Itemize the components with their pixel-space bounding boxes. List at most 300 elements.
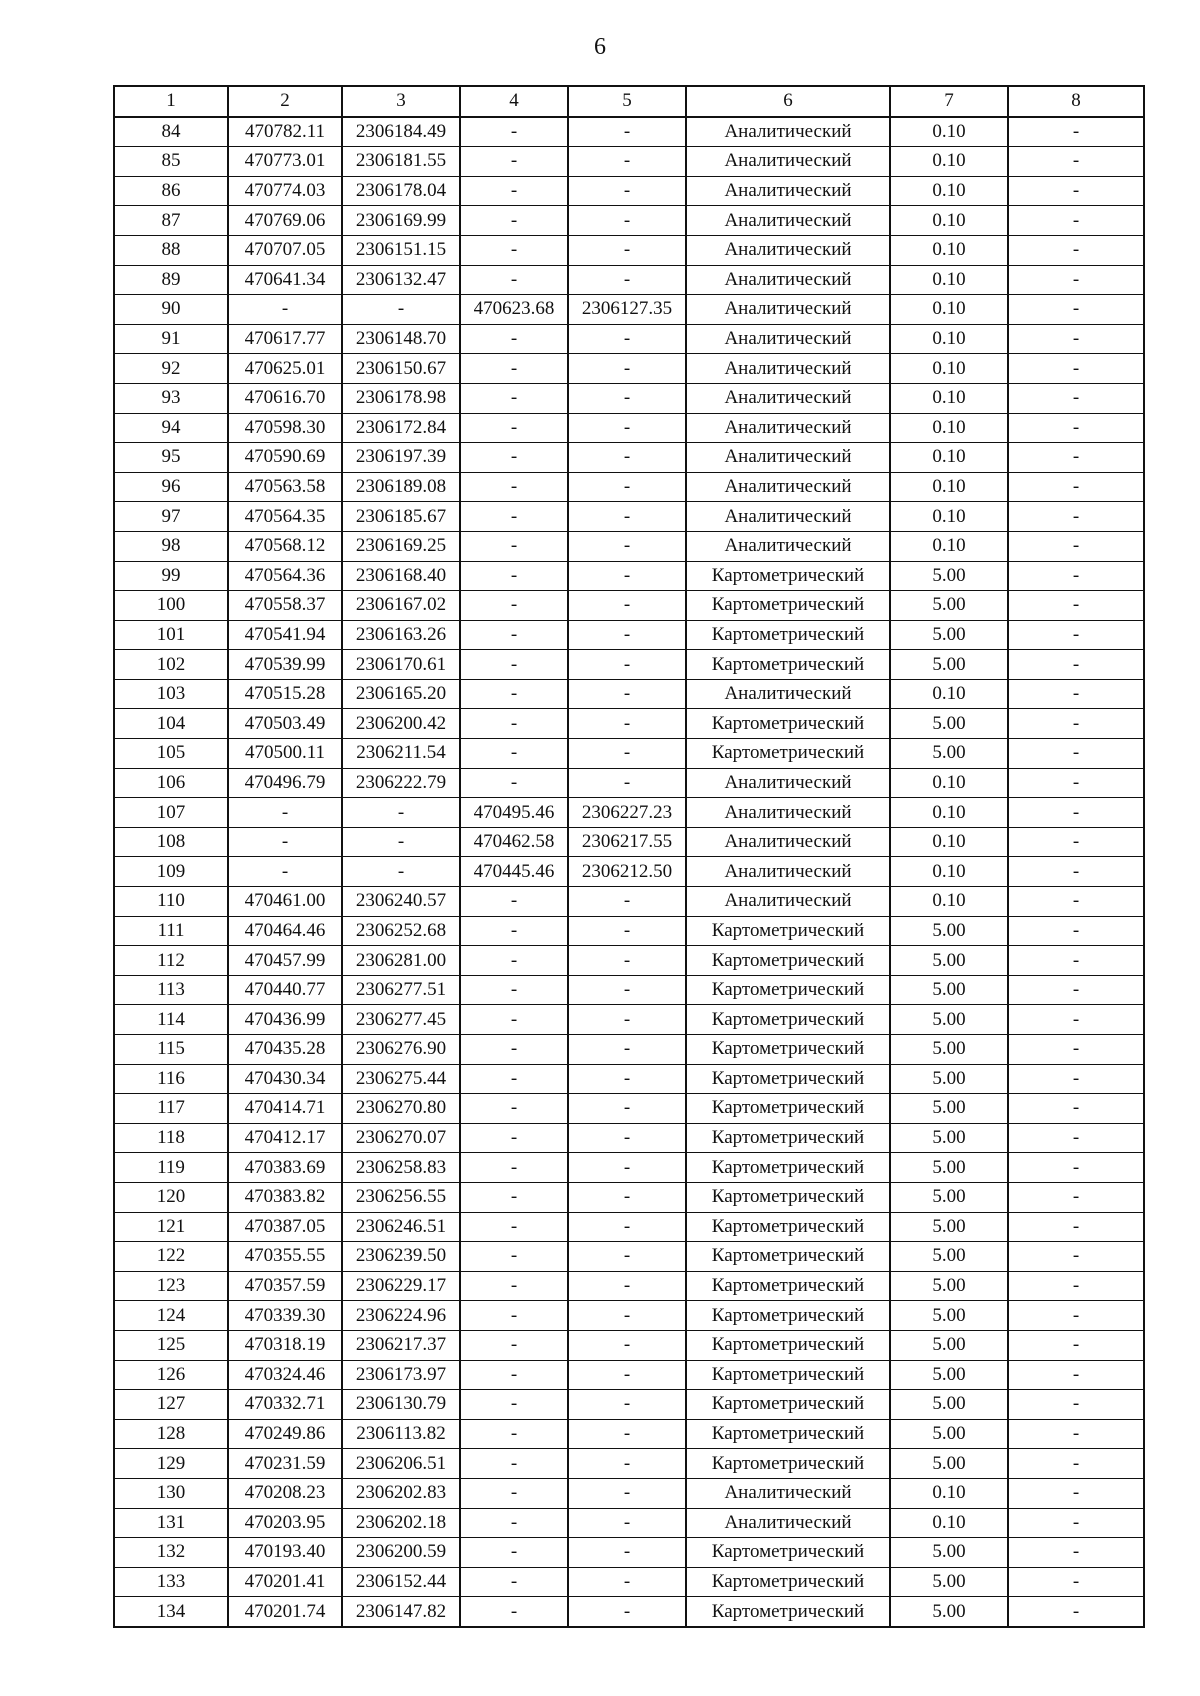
- table-cell: Аналитический: [686, 206, 890, 236]
- table-cell: Аналитический: [686, 413, 890, 443]
- table-cell: 470782.11: [228, 117, 342, 147]
- table-row: [114, 413, 1144, 443]
- table-cell: 2306151.15: [342, 235, 460, 265]
- table-cell: 2306172.84: [342, 413, 460, 443]
- table-cell: 470558.37: [228, 591, 342, 621]
- table-cell: -: [568, 1005, 686, 1035]
- table-cell: -: [1008, 117, 1144, 147]
- table-row: [114, 679, 1144, 709]
- table-row: [114, 827, 1144, 857]
- table-row: [114, 887, 1144, 917]
- table-cell: -: [1008, 176, 1144, 206]
- table-cell: -: [1008, 561, 1144, 591]
- table-cell: -: [568, 472, 686, 502]
- table-cell: 2306127.35: [568, 295, 686, 325]
- table-row: [114, 916, 1144, 946]
- table-cell: 470623.68: [460, 295, 568, 325]
- table-cell: 2306222.79: [342, 768, 460, 798]
- table-cell: 117: [114, 1094, 228, 1124]
- table-cell: 5.00: [890, 1212, 1008, 1242]
- table-cell: Аналитический: [686, 443, 890, 473]
- table-row: [114, 1242, 1144, 1272]
- table-cell: -: [460, 1242, 568, 1272]
- table-row: [114, 1567, 1144, 1597]
- table-cell: -: [568, 117, 686, 147]
- table-cell: -: [460, 650, 568, 680]
- table-cell: -: [1008, 265, 1144, 295]
- table-cell: 470625.01: [228, 354, 342, 384]
- table-cell: -: [568, 591, 686, 621]
- table-cell: Аналитический: [686, 147, 890, 177]
- table-cell: -: [1008, 1182, 1144, 1212]
- table-cell: 2306277.51: [342, 975, 460, 1005]
- table-cell: 5.00: [890, 916, 1008, 946]
- table-cell: 86: [114, 176, 228, 206]
- table-cell: -: [460, 354, 568, 384]
- table-cell: -: [568, 1035, 686, 1065]
- table-cell: 2306152.44: [342, 1567, 460, 1597]
- table-cell: -: [228, 295, 342, 325]
- table-cell: 113: [114, 975, 228, 1005]
- table-cell: -: [460, 117, 568, 147]
- column-header: 4: [460, 86, 568, 117]
- table-cell: -: [460, 916, 568, 946]
- table-cell: 0.10: [890, 354, 1008, 384]
- table-cell: -: [568, 679, 686, 709]
- table-cell: 2306167.02: [342, 591, 460, 621]
- table-cell: 470208.23: [228, 1478, 342, 1508]
- table-cell: 470201.74: [228, 1597, 342, 1627]
- table-cell: 107: [114, 798, 228, 828]
- table-cell: 5.00: [890, 1005, 1008, 1035]
- table-cell: -: [1008, 295, 1144, 325]
- table-cell: Аналитический: [686, 117, 890, 147]
- table-cell: -: [1008, 679, 1144, 709]
- table-cell: -: [568, 1478, 686, 1508]
- table-cell: 2306240.57: [342, 887, 460, 917]
- table-cell: 470500.11: [228, 739, 342, 769]
- table-cell: Картометрический: [686, 1301, 890, 1331]
- table-cell: -: [1008, 798, 1144, 828]
- table-cell: -: [460, 1182, 568, 1212]
- table-cell: -: [1008, 1212, 1144, 1242]
- table-cell: 88: [114, 235, 228, 265]
- table-cell: -: [460, 1360, 568, 1390]
- table-row: [114, 176, 1144, 206]
- table-cell: 121: [114, 1212, 228, 1242]
- table-cell: 0.10: [890, 887, 1008, 917]
- table-cell: 118: [114, 1123, 228, 1153]
- table-cell: -: [568, 916, 686, 946]
- table-row: [114, 235, 1144, 265]
- table-cell: 0.10: [890, 147, 1008, 177]
- table-cell: 101: [114, 620, 228, 650]
- table-cell: 120: [114, 1182, 228, 1212]
- table-cell: 2306178.04: [342, 176, 460, 206]
- table-cell: 130: [114, 1478, 228, 1508]
- table-row: [114, 265, 1144, 295]
- table-cell: Аналитический: [686, 502, 890, 532]
- table-row: [114, 531, 1144, 561]
- table-cell: Картометрический: [686, 1153, 890, 1183]
- table-cell: Аналитический: [686, 827, 890, 857]
- table-cell: -: [460, 147, 568, 177]
- table-row: [114, 561, 1144, 591]
- table-cell: 470563.58: [228, 472, 342, 502]
- table-cell: -: [342, 295, 460, 325]
- table-cell: 470769.06: [228, 206, 342, 236]
- table-cell: 132: [114, 1538, 228, 1568]
- table-cell: 2306212.50: [568, 857, 686, 887]
- table-cell: -: [568, 1271, 686, 1301]
- table-cell: -: [568, 1064, 686, 1094]
- table-cell: -: [568, 235, 686, 265]
- table-cell: 5.00: [890, 1301, 1008, 1331]
- table-cell: 2306211.54: [342, 739, 460, 769]
- table-cell: -: [228, 798, 342, 828]
- table-cell: -: [568, 887, 686, 917]
- table-cell: 470324.46: [228, 1360, 342, 1390]
- table-row: [114, 1419, 1144, 1449]
- table-cell: Аналитический: [686, 235, 890, 265]
- table-cell: -: [568, 1123, 686, 1153]
- table-cell: -: [1008, 1478, 1144, 1508]
- table-row: [114, 798, 1144, 828]
- table-cell: -: [1008, 206, 1144, 236]
- column-header: 5: [568, 86, 686, 117]
- table-cell: 0.10: [890, 265, 1008, 295]
- table-row: [114, 206, 1144, 236]
- table-cell: 470773.01: [228, 147, 342, 177]
- table-cell: -: [568, 1360, 686, 1390]
- table-cell: -: [1008, 1390, 1144, 1420]
- table-cell: -: [1008, 324, 1144, 354]
- table-row: [114, 1360, 1144, 1390]
- table-cell: -: [460, 709, 568, 739]
- table-cell: 0.10: [890, 176, 1008, 206]
- table-cell: -: [568, 383, 686, 413]
- table-cell: -: [342, 827, 460, 857]
- table-cell: 0.10: [890, 857, 1008, 887]
- table-cell: 5.00: [890, 1567, 1008, 1597]
- table-row: [114, 1153, 1144, 1183]
- table-cell: 2306165.20: [342, 679, 460, 709]
- coordinates-table: [113, 85, 1145, 1628]
- column-header: 3: [342, 86, 460, 117]
- table-cell: -: [1008, 1567, 1144, 1597]
- table-cell: 2306197.39: [342, 443, 460, 473]
- table-cell: 126: [114, 1360, 228, 1390]
- table-cell: -: [342, 798, 460, 828]
- table-cell: 470590.69: [228, 443, 342, 473]
- table-row: [114, 1390, 1144, 1420]
- table-cell: -: [1008, 354, 1144, 384]
- table-cell: 90: [114, 295, 228, 325]
- table-row: [114, 1478, 1144, 1508]
- table-cell: 0.10: [890, 798, 1008, 828]
- table-cell: -: [460, 1123, 568, 1153]
- table-cell: 2306185.67: [342, 502, 460, 532]
- table-cell: -: [460, 1153, 568, 1183]
- table-cell: -: [460, 1449, 568, 1479]
- table-cell: 124: [114, 1301, 228, 1331]
- table-cell: Картометрический: [686, 1567, 890, 1597]
- table-cell: -: [568, 1567, 686, 1597]
- table-cell: 470436.99: [228, 1005, 342, 1035]
- table-cell: -: [568, 1538, 686, 1568]
- table-cell: -: [568, 206, 686, 236]
- table-cell: -: [1008, 975, 1144, 1005]
- table-cell: -: [1008, 1271, 1144, 1301]
- table-cell: Аналитический: [686, 354, 890, 384]
- table-cell: -: [460, 620, 568, 650]
- table-cell: 2306184.49: [342, 117, 460, 147]
- table-cell: 5.00: [890, 1035, 1008, 1065]
- table-cell: -: [1008, 768, 1144, 798]
- table-cell: -: [460, 383, 568, 413]
- table-cell: 0.10: [890, 472, 1008, 502]
- table-row: [114, 709, 1144, 739]
- table-cell: 0.10: [890, 531, 1008, 561]
- table-cell: 5.00: [890, 650, 1008, 680]
- table-cell: 122: [114, 1242, 228, 1272]
- table-row: [114, 1182, 1144, 1212]
- table-cell: 84: [114, 117, 228, 147]
- table-cell: 110: [114, 887, 228, 917]
- table-cell: Картометрический: [686, 561, 890, 591]
- table-row: [114, 117, 1144, 147]
- table-row: [114, 1064, 1144, 1094]
- table-cell: 115: [114, 1035, 228, 1065]
- table-cell: 103: [114, 679, 228, 709]
- table-cell: 92: [114, 354, 228, 384]
- table-row: [114, 1271, 1144, 1301]
- table-cell: 470564.35: [228, 502, 342, 532]
- table-cell: 129: [114, 1449, 228, 1479]
- table-cell: 5.00: [890, 1182, 1008, 1212]
- column-header: 1: [114, 86, 228, 117]
- table-cell: -: [460, 1094, 568, 1124]
- table-row: [114, 1035, 1144, 1065]
- table-cell: 5.00: [890, 1538, 1008, 1568]
- table-cell: 470707.05: [228, 235, 342, 265]
- table-cell: Картометрический: [686, 1597, 890, 1627]
- table-row: [114, 324, 1144, 354]
- table-cell: Картометрический: [686, 1212, 890, 1242]
- table-cell: -: [568, 1508, 686, 1538]
- table-row: [114, 1094, 1144, 1124]
- column-header: 8: [1008, 86, 1144, 117]
- table-cell: Аналитический: [686, 472, 890, 502]
- table-cell: 2306163.26: [342, 620, 460, 650]
- table-cell: -: [1008, 472, 1144, 502]
- table-cell: -: [1008, 857, 1144, 887]
- table-cell: 2306147.82: [342, 1597, 460, 1627]
- table-cell: 5.00: [890, 739, 1008, 769]
- table-cell: Аналитический: [686, 295, 890, 325]
- table-cell: 470617.77: [228, 324, 342, 354]
- table-row: [114, 1301, 1144, 1331]
- table-cell: 2306169.25: [342, 531, 460, 561]
- table-row: [114, 1123, 1144, 1153]
- column-header: 6: [686, 86, 890, 117]
- table-cell: -: [460, 768, 568, 798]
- table-row: [114, 768, 1144, 798]
- table-cell: 470355.55: [228, 1242, 342, 1272]
- table-cell: -: [460, 1064, 568, 1094]
- table-cell: 0.10: [890, 383, 1008, 413]
- table-cell: 0.10: [890, 1478, 1008, 1508]
- table-cell: 2306150.67: [342, 354, 460, 384]
- table-row: [114, 1449, 1144, 1479]
- table-cell: Картометрический: [686, 1064, 890, 1094]
- table-cell: 0.10: [890, 1508, 1008, 1538]
- table-cell: 5.00: [890, 591, 1008, 621]
- table-cell: 470462.58: [460, 827, 568, 857]
- table-cell: 0.10: [890, 117, 1008, 147]
- table-cell: 108: [114, 827, 228, 857]
- table-cell: 470564.36: [228, 561, 342, 591]
- table-cell: -: [1008, 709, 1144, 739]
- table-cell: -: [460, 1419, 568, 1449]
- table-cell: -: [460, 531, 568, 561]
- table-cell: 2306229.17: [342, 1271, 460, 1301]
- table-cell: -: [568, 354, 686, 384]
- table-cell: 2306206.51: [342, 1449, 460, 1479]
- table-cell: -: [568, 265, 686, 295]
- table-cell: 134: [114, 1597, 228, 1627]
- table-cell: 2306277.45: [342, 1005, 460, 1035]
- table-cell: -: [1008, 916, 1144, 946]
- table-cell: -: [1008, 739, 1144, 769]
- table-cell: Картометрический: [686, 916, 890, 946]
- table-cell: Картометрический: [686, 1123, 890, 1153]
- table-cell: 470435.28: [228, 1035, 342, 1065]
- table-cell: -: [460, 1212, 568, 1242]
- table-row: [114, 354, 1144, 384]
- table-cell: 470496.79: [228, 768, 342, 798]
- table-cell: 470357.59: [228, 1271, 342, 1301]
- table-cell: 89: [114, 265, 228, 295]
- table-cell: 2306227.23: [568, 798, 686, 828]
- table-cell: Аналитический: [686, 887, 890, 917]
- table-cell: -: [1008, 1094, 1144, 1124]
- table-row: [114, 1212, 1144, 1242]
- table-cell: -: [1008, 1242, 1144, 1272]
- table-cell: -: [460, 1538, 568, 1568]
- table-cell: 470203.95: [228, 1508, 342, 1538]
- table-cell: Картометрический: [686, 1419, 890, 1449]
- table-cell: 2306224.96: [342, 1301, 460, 1331]
- table-cell: -: [1008, 531, 1144, 561]
- table-cell: -: [1008, 1419, 1144, 1449]
- table-cell: -: [460, 502, 568, 532]
- table-cell: 470503.49: [228, 709, 342, 739]
- table-cell: 125: [114, 1330, 228, 1360]
- table-cell: 2306252.68: [342, 916, 460, 946]
- table-cell: 2306173.97: [342, 1360, 460, 1390]
- table-cell: 100: [114, 591, 228, 621]
- table-cell: 95: [114, 443, 228, 473]
- table-cell: 123: [114, 1271, 228, 1301]
- table-cell: -: [1008, 1035, 1144, 1065]
- table-cell: -: [1008, 383, 1144, 413]
- table-cell: 2306202.83: [342, 1478, 460, 1508]
- table-cell: 470231.59: [228, 1449, 342, 1479]
- table-cell: Картометрический: [686, 1005, 890, 1035]
- table-cell: Картометрический: [686, 1035, 890, 1065]
- table-cell: Аналитический: [686, 1508, 890, 1538]
- table-cell: -: [460, 1301, 568, 1331]
- table-body: [114, 86, 1144, 1627]
- table-cell: 0.10: [890, 324, 1008, 354]
- table-cell: -: [1008, 827, 1144, 857]
- table-cell: 112: [114, 946, 228, 976]
- table-cell: 102: [114, 650, 228, 680]
- table-cell: -: [1008, 1064, 1144, 1094]
- table-row: [114, 1005, 1144, 1035]
- table-cell: 2306281.00: [342, 946, 460, 976]
- table-cell: 470193.40: [228, 1538, 342, 1568]
- table-cell: 2306132.47: [342, 265, 460, 295]
- table-row: [114, 1330, 1144, 1360]
- table-cell: Картометрический: [686, 975, 890, 1005]
- table-cell: -: [460, 265, 568, 295]
- table-cell: -: [568, 709, 686, 739]
- table-cell: -: [568, 531, 686, 561]
- table-cell: 470383.69: [228, 1153, 342, 1183]
- table-cell: 131: [114, 1508, 228, 1538]
- table-cell: 128: [114, 1419, 228, 1449]
- table-cell: Картометрический: [686, 739, 890, 769]
- table-cell: -: [568, 176, 686, 206]
- table-cell: 133: [114, 1567, 228, 1597]
- table-cell: -: [568, 946, 686, 976]
- table-cell: Аналитический: [686, 1478, 890, 1508]
- table-cell: -: [568, 620, 686, 650]
- table-cell: -: [460, 1597, 568, 1627]
- table-cell: 470774.03: [228, 176, 342, 206]
- table-cell: 114: [114, 1005, 228, 1035]
- table-cell: -: [1008, 235, 1144, 265]
- table-cell: -: [460, 472, 568, 502]
- table-cell: 106: [114, 768, 228, 798]
- table-cell: Картометрический: [686, 1330, 890, 1360]
- table-cell: -: [568, 1449, 686, 1479]
- table-cell: 2306200.59: [342, 1538, 460, 1568]
- table-cell: 0.10: [890, 413, 1008, 443]
- table-cell: Картометрический: [686, 1242, 890, 1272]
- table-cell: -: [1008, 1449, 1144, 1479]
- table-cell: 470414.71: [228, 1094, 342, 1124]
- table-cell: Картометрический: [686, 591, 890, 621]
- table-cell: 2306239.50: [342, 1242, 460, 1272]
- table-cell: 87: [114, 206, 228, 236]
- table-cell: -: [1008, 1360, 1144, 1390]
- table-cell: -: [460, 413, 568, 443]
- table-cell: 470445.46: [460, 857, 568, 887]
- table-row: [114, 739, 1144, 769]
- table-cell: -: [1008, 413, 1144, 443]
- table-cell: 470616.70: [228, 383, 342, 413]
- table-cell: -: [1008, 1301, 1144, 1331]
- table-cell: 104: [114, 709, 228, 739]
- table-cell: -: [568, 413, 686, 443]
- table-cell: 0.10: [890, 235, 1008, 265]
- table-cell: Аналитический: [686, 679, 890, 709]
- table-cell: 470387.05: [228, 1212, 342, 1242]
- table-cell: 97: [114, 502, 228, 532]
